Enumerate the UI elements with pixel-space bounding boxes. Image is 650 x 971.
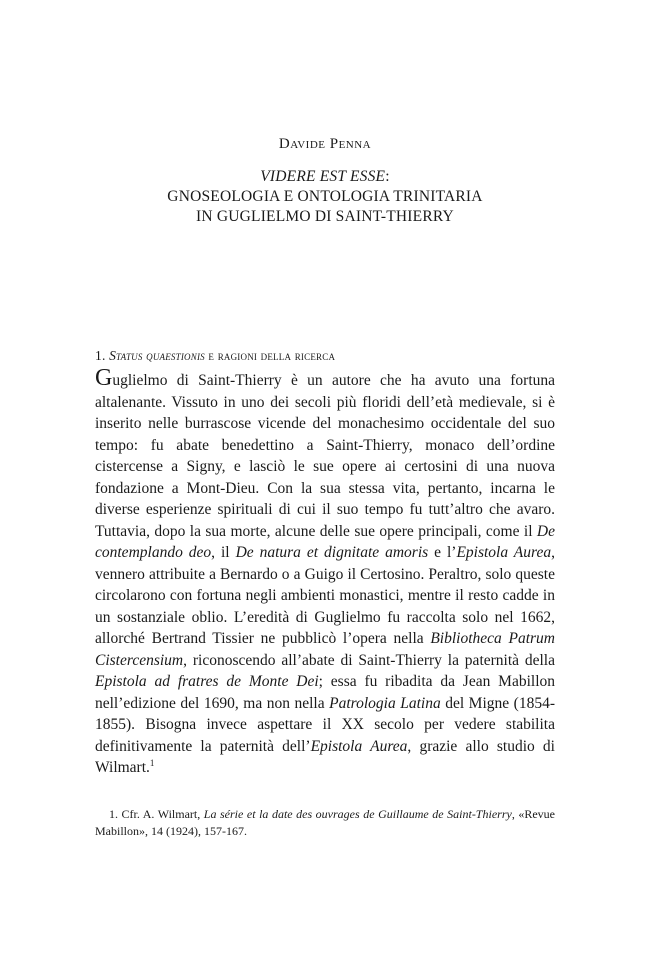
- title-line-1: [0, 167, 650, 187]
- body-text-2: , il: [211, 544, 236, 561]
- footnote-reference[interactable]: 1: [149, 757, 155, 768]
- work-title-5: Epistola ad fratres de Monte Dei: [95, 673, 319, 690]
- work-title-7: Epistola Aurea: [310, 737, 408, 755]
- body-text-5: , riconoscendo all’abate di Saint-Thierry la paternità della: [183, 651, 555, 669]
- body-text-6: ; essa fu ribadita da Jean Mabillon nell’edizione del 1690, ma non nella: [95, 673, 555, 712]
- title-italic-part: VIDERE EST ESSE: [260, 168, 386, 185]
- section-heading: [95, 348, 335, 364]
- work-title-2: De natura et dignitate amoris: [235, 544, 429, 561]
- body-text-4: , vennero attribuite a Bernardo o a Guigo il Certosino. Peraltro, solo queste circolarono con fortuna negli ambienti monastici, mentre il resto cadde in un sostanziale oblio. L’eredità di Guglielmo fu raccolta solo nel 1662, allorché Bertrand Tissier ne pubblicò l’opera nella: [95, 544, 555, 647]
- article-header: [0, 136, 650, 227]
- footnote-number: 1.: [109, 807, 118, 821]
- footnote-text-b: , «Revue Mabillon», 14 (1924), 157-167.: [95, 807, 556, 838]
- title-line-2: GNOSEOLOGIA E ONTOLOGIA TRINITARIA: [167, 188, 483, 205]
- body-text-7: del Migne (1854-1855). Bisogna invece aspettare il XX secolo per vedere stabilita definitivamente la paternità dell’: [95, 694, 555, 755]
- section-heading-text: e ragioni della ricerca: [208, 348, 336, 363]
- footnote-text-a: Cfr. A. Wilmart,: [118, 807, 204, 821]
- work-title-3: Epistola Aurea: [456, 544, 552, 561]
- body-text-1: uglielmo di Saint-Thierry è un autore che ha avuto una fortuna altalenante. Vissuto in uno dei secoli più floridi dell’età medievale, si è inserito nelle burrascose vicende del monachesimo occidentale del suo tempo: fu abate benedettino a Saint-Thierry, monaco dell’ordine cistercense a Signy, e lasciò le sue opere ai certosini di una nuova fondazione a Mont-Dieu. Con la sua stessa vita, pertanto, incarna le diverse esperienze spirituali di cui il suo tempo fu tutt’altro che avaro. Tuttavia, dopo la sua morte, alcune delle sue opere principali, come il: [95, 372, 555, 540]
- section-number: 1.: [95, 348, 106, 363]
- footnote-italic-title: La série et la date des ouvrages de Guillaume de Saint-Thierry: [203, 807, 512, 821]
- title-colon: :: [385, 168, 390, 185]
- work-title-1: De contemplando deo: [95, 522, 555, 561]
- work-title-4: Bibliotheca Patrum Cistercensium: [95, 630, 556, 669]
- author-name: Davide Penna: [278, 136, 372, 152]
- work-title-6: Patrologia Latina: [329, 694, 441, 712]
- footnote: [95, 806, 555, 840]
- body-text-3: e l’: [428, 544, 457, 561]
- title-line-3: IN GUGLIELMO DI SAINT-THIERRY: [196, 208, 454, 225]
- body-text-8: , grazie allo studio di Wilmart.: [95, 737, 555, 776]
- body-paragraph: [95, 365, 556, 779]
- drop-cap: G: [95, 365, 113, 391]
- section-heading-italic: Status quaestionis: [109, 348, 205, 363]
